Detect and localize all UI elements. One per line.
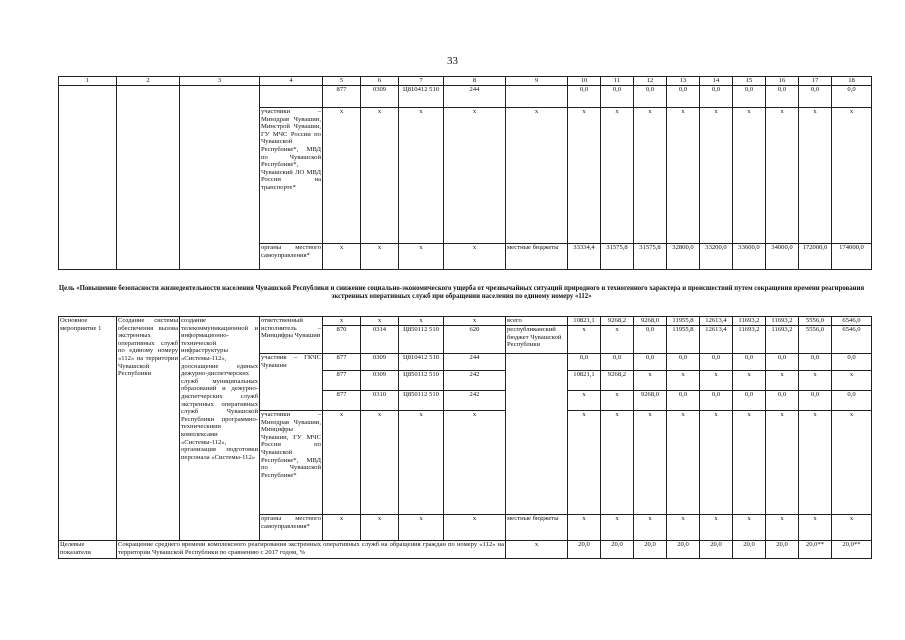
value-cell: 0,0: [766, 354, 799, 371]
value-cell: x: [601, 515, 634, 541]
value-cell: 20,0: [700, 541, 733, 559]
col-num: 13: [667, 77, 700, 86]
col-num: 10: [568, 77, 601, 86]
executor-cell: участник – ГКЧС Чувашии: [260, 354, 323, 411]
col-num: 2: [117, 77, 180, 86]
value-cell: 0,0: [601, 354, 634, 371]
grbs-cell: x: [323, 317, 361, 326]
expense-type-cell: 242: [444, 371, 506, 391]
value-cell: 0,0: [601, 86, 634, 108]
value-cell: 33600,0: [733, 244, 766, 270]
executor-cell: органы местного самоуправления*: [260, 515, 323, 541]
value-cell: 12613,4: [700, 317, 733, 326]
value-cell: 20,0: [667, 541, 700, 559]
value-cell: 0,0: [634, 86, 667, 108]
col-num: 18: [832, 77, 872, 86]
executor-cell: ответственный исполнитель – Минцифры Чувашии: [260, 317, 323, 354]
value-cell: x: [700, 411, 733, 515]
value-cell: x: [601, 411, 634, 515]
executor-cell: участники – Минздрав Чувашии, Минстрой Чувашии, ГУ МЧС России по Чувашской Республике*, МВД по Чувашской Республике*, Чувашский ЛО МВД России на транспорте*: [260, 108, 323, 244]
empty-cell: [180, 86, 260, 270]
grbs-cell: 877: [323, 354, 361, 371]
section-cell: x: [361, 244, 399, 270]
value-cell: x: [700, 515, 733, 541]
value-cell: 20,0**: [799, 541, 832, 559]
target-article-cell: x: [399, 411, 444, 515]
value-cell: x: [832, 371, 872, 391]
section-cell: 0309: [361, 354, 399, 371]
expense-type-cell: 620: [444, 326, 506, 354]
value-cell: x: [733, 411, 766, 515]
col-num: 14: [700, 77, 733, 86]
value-cell: 0,0: [667, 391, 700, 411]
page-number: 33: [447, 55, 458, 67]
section-cell: 0310: [361, 391, 399, 411]
target-label-cell: Целевые показатели: [59, 541, 117, 559]
main-activity-table: [58, 316, 872, 559]
value-cell: 172000,0: [799, 244, 832, 270]
col-num: 1: [59, 77, 117, 86]
expense-type-cell: 244: [444, 86, 506, 108]
continuation-table: [58, 76, 872, 270]
expense-type-cell: x: [444, 515, 506, 541]
col-num: 8: [444, 77, 506, 86]
value-cell: 10821,1: [568, 317, 601, 326]
grbs-cell: x: [323, 244, 361, 270]
value-cell: x: [667, 371, 700, 391]
goal-heading: Цель «Повышение безопасности жизнедеятельности населения Чувашской Республики и снижение социально-экономического ущерба от чрезвычайных ситуаций природного и техногенного характера и происшествий путем сокращения времени реагирования экстренных оперативных служб при обращении населения по единому номеру «112»: [58, 285, 865, 300]
value-cell: x: [667, 411, 700, 515]
value-cell: x: [634, 108, 667, 244]
value-cell: 5556,0: [799, 326, 832, 354]
grbs-cell: 877: [323, 371, 361, 391]
value-cell: 0,0: [667, 354, 700, 371]
value-cell: x: [799, 515, 832, 541]
value-cell: 0,0: [568, 354, 601, 371]
executor-cell: органы местного самоуправления*: [260, 244, 323, 270]
value-cell: x: [568, 108, 601, 244]
value-cell: x: [799, 411, 832, 515]
expense-type-cell: x: [444, 244, 506, 270]
value-cell: 5556,0: [799, 317, 832, 326]
executor-cell: участники – Минздрав Чувашии, Минцифры Чувашии, ГУ МЧС России по Чувашской Республике*, МВД по Чувашской Республике*: [260, 411, 323, 515]
value-cell: 0,0: [733, 86, 766, 108]
value-cell: x: [601, 391, 634, 411]
source-cell: местные бюджеты: [506, 244, 568, 270]
source-cell: [506, 86, 568, 108]
value-cell: 33200,0: [700, 244, 733, 270]
value-cell: 20,0: [766, 541, 799, 559]
value-cell: 0,0: [799, 391, 832, 411]
value-cell: x: [568, 326, 601, 354]
section-cell: 0309: [361, 371, 399, 391]
source-cell: республиканский бюджет Чувашской Республики: [506, 326, 568, 354]
value-cell: 0,0: [799, 354, 832, 371]
table-row: [59, 317, 872, 326]
value-cell: 11693,2: [766, 326, 799, 354]
grbs-cell: x: [323, 411, 361, 515]
target-article-cell: x: [399, 515, 444, 541]
value-cell: 0,0: [700, 86, 733, 108]
value-cell: 174000,0: [832, 244, 872, 270]
source-cell: местные бюджеты: [506, 515, 568, 541]
value-cell: x: [799, 371, 832, 391]
value-cell: 9268,2: [601, 317, 634, 326]
source-cell: x: [506, 108, 568, 244]
expense-type-cell: x: [444, 108, 506, 244]
value-cell: 20,0: [634, 541, 667, 559]
value-cell: 0,0: [568, 86, 601, 108]
value-cell: 9268,0: [634, 317, 667, 326]
section-cell: x: [361, 317, 399, 326]
expense-type-cell: x: [444, 317, 506, 326]
col-num: 6: [361, 77, 399, 86]
value-cell: x: [733, 108, 766, 244]
activity-status-cell: Основное мероприятие 1: [59, 317, 117, 541]
target-article-cell: Ц810412 510: [399, 354, 444, 371]
value-cell: 0,0: [700, 391, 733, 411]
value-cell: x: [733, 515, 766, 541]
value-cell: 20,0**: [832, 541, 872, 559]
value-cell: 20,0: [568, 541, 601, 559]
section-cell: 0309: [361, 86, 399, 108]
value-cell: x: [832, 515, 872, 541]
value-cell: 0,0: [832, 391, 872, 411]
value-cell: x: [601, 326, 634, 354]
target-article-cell: Ц850112 510: [399, 391, 444, 411]
value-cell: x: [634, 515, 667, 541]
col-num: 12: [634, 77, 667, 86]
grbs-cell: 877: [323, 86, 361, 108]
value-cell: x: [667, 515, 700, 541]
target-article-cell: x: [399, 108, 444, 244]
col-num: 4: [260, 77, 323, 86]
target-article-cell: Ц850112 510: [399, 371, 444, 391]
value-cell: x: [766, 108, 799, 244]
value-cell: x: [700, 108, 733, 244]
target-article-cell: Ц850112 510: [399, 326, 444, 354]
section-cell: x: [361, 515, 399, 541]
value-cell: 0,0: [733, 354, 766, 371]
value-cell: 0,0: [733, 391, 766, 411]
value-cell: 0,0: [799, 86, 832, 108]
value-cell: 0,0: [700, 354, 733, 371]
expense-type-cell: x: [444, 411, 506, 515]
value-cell: 10821,1: [568, 371, 601, 391]
column-number-row: [59, 77, 872, 86]
col-num: 5: [323, 77, 361, 86]
grbs-cell: x: [323, 515, 361, 541]
value-cell: 34000,0: [766, 244, 799, 270]
value-cell: 0,0: [766, 391, 799, 411]
source-cell: [506, 354, 568, 515]
value-cell: x: [799, 108, 832, 244]
activity-description-cell: создание телекоммуникационной и информационно-технической инфраструктуры «Системы-112», дооснащение единых дежурно-диспетчерских служб муниципальных образований и дежурно-диспетчерских служб экстренных оперативных служб Чувашской Республики программно-техническими комплексами «Системы-112», организация подготовки персонала «Системы-112»: [180, 317, 260, 541]
target-article-cell: x: [399, 244, 444, 270]
grbs-cell: 877: [323, 391, 361, 411]
grbs-cell: x: [323, 108, 361, 244]
value-cell: 32800,0: [667, 244, 700, 270]
col-num: 16: [766, 77, 799, 86]
value-cell: 11693,2: [733, 317, 766, 326]
value-cell: 6546,0: [832, 326, 872, 354]
value-cell: 12613,4: [700, 326, 733, 354]
activity-name-cell: Создание системы обеспечения вызова экстренных оперативных служб по единому номеру «112» на территории Чувашской Республики: [117, 317, 180, 541]
section-cell: 0314: [361, 326, 399, 354]
target-text-cell: Сокращение среднего времени комплексного реагирования экстренных оперативных служб на обращения граждан по номеру «112» на территории Чувашской Республики по сравнению с 2017 годом, %: [117, 541, 506, 559]
value-cell: 0,0: [766, 86, 799, 108]
value-cell: 6546,0: [832, 317, 872, 326]
empty-cell: [117, 86, 180, 270]
col-num: 15: [733, 77, 766, 86]
grbs-cell: 870: [323, 326, 361, 354]
value-cell: 0,0: [832, 354, 872, 371]
value-cell: 9268,2: [601, 371, 634, 391]
value-cell: x: [766, 371, 799, 391]
value-cell: 33334,4: [568, 244, 601, 270]
value-cell: 9268,0: [634, 391, 667, 411]
col-num: 7: [399, 77, 444, 86]
value-cell: 0,0: [832, 86, 872, 108]
col-num: 17: [799, 77, 832, 86]
executor-cell: [260, 86, 323, 108]
value-cell: 31575,8: [634, 244, 667, 270]
value-cell: x: [832, 411, 872, 515]
value-cell: x: [766, 515, 799, 541]
value-cell: x: [634, 371, 667, 391]
section-cell: x: [361, 411, 399, 515]
value-cell: x: [667, 108, 700, 244]
empty-cell: [59, 86, 117, 270]
value-cell: 0,0: [634, 326, 667, 354]
value-cell: x: [601, 108, 634, 244]
target-article-cell: x: [399, 317, 444, 326]
target-article-cell: Ц810412 510: [399, 86, 444, 108]
target-indicators-row: [59, 541, 872, 559]
source-cell: x: [506, 541, 568, 559]
section-cell: x: [361, 108, 399, 244]
expense-type-cell: 244: [444, 354, 506, 371]
value-cell: 0,0: [634, 354, 667, 371]
value-cell: x: [700, 371, 733, 391]
value-cell: x: [568, 515, 601, 541]
value-cell: x: [766, 411, 799, 515]
col-num: 9: [506, 77, 568, 86]
value-cell: x: [832, 108, 872, 244]
col-num: 3: [180, 77, 260, 86]
value-cell: 20,0: [601, 541, 634, 559]
value-cell: 11955,8: [667, 326, 700, 354]
value-cell: x: [634, 411, 667, 515]
expense-type-cell: 242: [444, 391, 506, 411]
value-cell: 0,0: [667, 86, 700, 108]
table-row: [59, 86, 872, 108]
value-cell: 31575,8: [601, 244, 634, 270]
value-cell: 20,0: [733, 541, 766, 559]
value-cell: 11693,2: [766, 317, 799, 326]
source-cell: всего: [506, 317, 568, 326]
value-cell: 11693,2: [733, 326, 766, 354]
value-cell: x: [568, 411, 601, 515]
value-cell: x: [568, 391, 601, 411]
value-cell: x: [733, 371, 766, 391]
value-cell: 11955,8: [667, 317, 700, 326]
col-num: 11: [601, 77, 634, 86]
